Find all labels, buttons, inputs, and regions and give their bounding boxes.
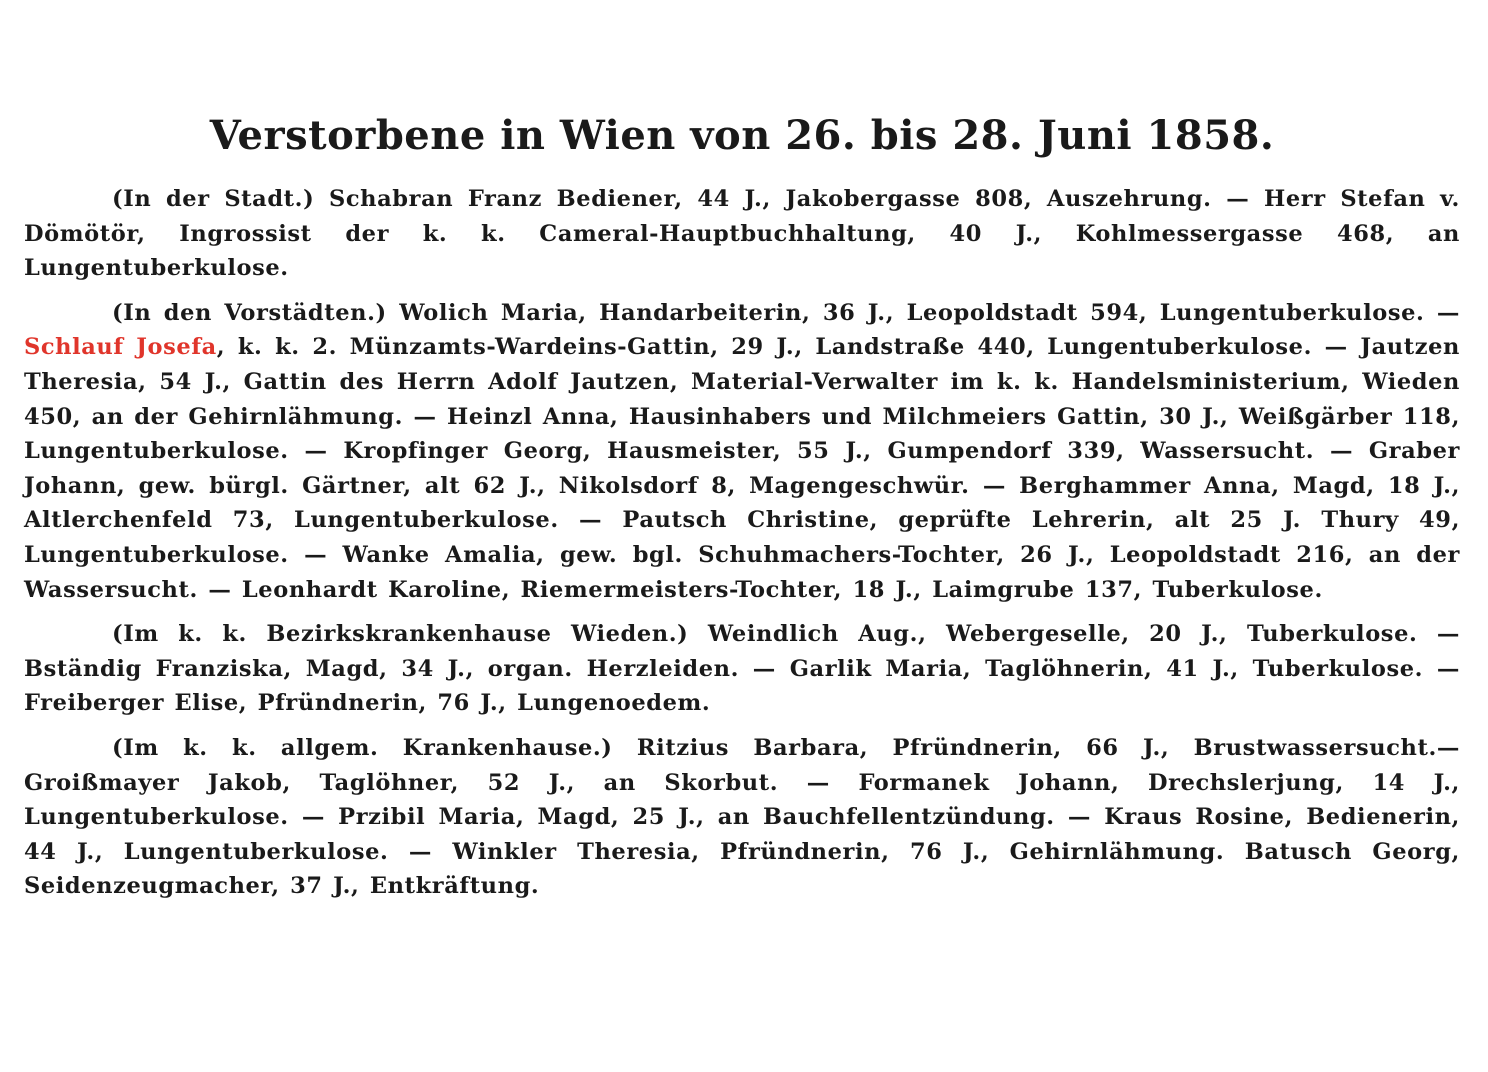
section-heading: (Im k. k. Bezirkskrankenhause Wieden.) bbox=[112, 621, 689, 648]
highlighted-name: Schlauf Josefa bbox=[24, 334, 217, 361]
section-text: Weindlich Aug., Webergeselle, 20 J., Tuberkulose. — Bständig Franziska, Magd, 34 J., organ. Herzleiden. — Garlik Maria, Taglöhnerin, 41 J., Tuberkulose. — Freiberger Elise, Pfründnerin, 76 J., Lungenoedem. bbox=[24, 621, 1460, 717]
section-heading: (Im k. k. allgem. Krankenhause.) bbox=[112, 734, 613, 761]
section-text: Schabran Franz Bediener, 44 J., Jakobergasse 808, Auszehrung. — Herr Stefan v. Dömötör, Ingrossist der k. k. Cameral-Hauptbuchhaltung, 40 J., Kohlmessergasse 468, an Lungentuberkulose. bbox=[24, 186, 1460, 282]
section-heading: (In den Vorstädten.) bbox=[112, 299, 387, 326]
section-text-after: , k. k. 2. Münzamts-Wardeins-Gattin, 29 J., Landstraße 440, Lungentuberkulose. — Jautzen Theresia, 54 J., Gattin des Herrn Adolf Jautzen, Material-Verwalter im k. k. Handelsministerium, Wieden 450, an der Gehirnlähmung. — Heinzl Anna, Hausinhabers und Milchmeiers Gattin, 30 J., Weißgärber 118, Lungentuberkulose. — Kropfinger Georg, Hausmeister, 55 J., Gumpendorf 339, Wassersucht. — Graber Johann, gew. bürgl. Gärtner, alt 62 J., Nikolsdorf 8, Magengeschwür. — Berghammer Anna, Magd, 18 J., Altlerchenfeld 73, Lungentuberkulose. — Pautsch Christine, geprüfte Lehrerin, alt 25 J. Thury 49, Lungentuberkulose. — Wanke Amalia, gew. bgl. Schuhmachers-Tochter, 26 J., Leopoldstadt 216, an der Wassersucht. — Leonhardt Karoline, Riemermeisters-Tochter, 18 J., Laimgrube 137, Tuberkulose. bbox=[24, 334, 1460, 603]
section-vorstaedte bbox=[24, 296, 1460, 607]
section-allgem-krankenhaus bbox=[24, 731, 1460, 904]
newspaper-clipping bbox=[24, 100, 1460, 914]
section-text-before: Wolich Maria, Handarbeiterin, 36 J., Leopoldstadt 594, Lungentuberkulose. — bbox=[399, 299, 1460, 326]
section-heading: (In der Stadt.) bbox=[112, 186, 315, 212]
section-bezirkskrankenhaus bbox=[24, 617, 1460, 721]
section-stadt bbox=[24, 182, 1460, 286]
page-title: Verstorbene in Wien von 26. bis 28. Juni 1858. bbox=[209, 112, 1275, 159]
section-text: Ritzius Barbara, Pfründnerin, 66 J., Brustwassersucht.— Groißmayer Jakob, Taglöhner, 52 J., an Skorbut. — Formanek Johann, Drechslerjung, 14 J., Lungentuberkulose. — Przibil Maria, Magd, 25 J., an Bauchfellentzündung. — Kraus Rosine, Bedienerin, 44 J., Lungentuberkulose. — Winkler Theresia, Pfründnerin, 76 J., Gehirnlähmung. Batusch Georg, Seidenzeugmacher, 37 J., Entkräftung. bbox=[24, 734, 1460, 900]
